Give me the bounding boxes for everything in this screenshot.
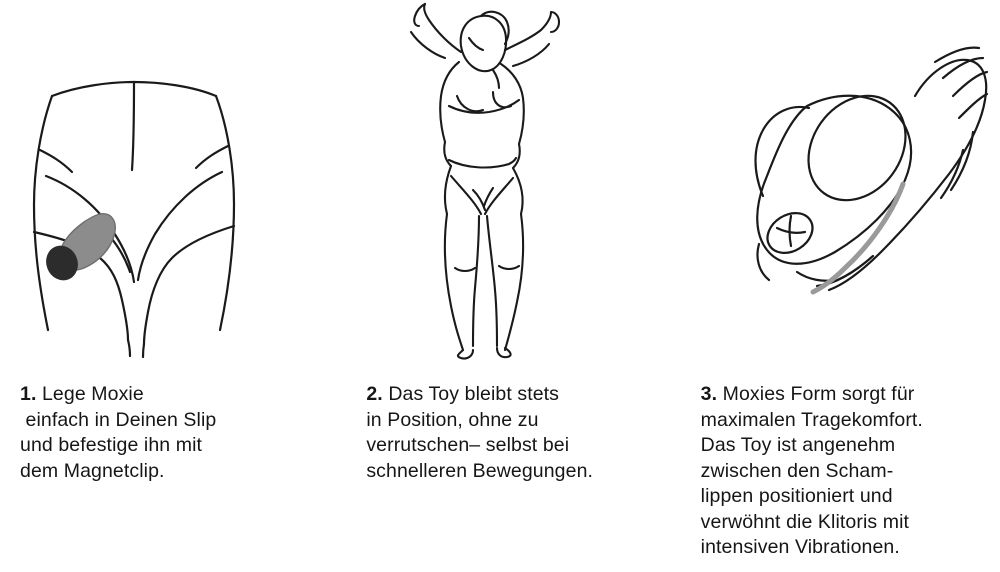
woman-hips-panty-with-toy-illustration <box>0 0 333 360</box>
moxie-toy-shape <box>42 214 116 285</box>
step-3-line-1: Moxies Form sorgt für <box>717 383 915 405</box>
step-2-number: 2. <box>366 383 383 405</box>
step-1-line-1: Lege Moxie <box>36 383 144 405</box>
step-3-line-7: intensiven Vibrationen. <box>700 536 900 558</box>
step-3-caption <box>667 360 1000 561</box>
toy-between-labia-closeup-illustration <box>667 0 1000 360</box>
step-1 <box>0 0 333 572</box>
step-1-line-4: dem Magnetclip. <box>20 459 165 482</box>
step-2-line-4: schnelleren Bewegungen. <box>366 459 594 482</box>
step-3 <box>667 0 1000 572</box>
step-3-line-4: zwischen den Scham- <box>700 459 894 482</box>
standing-woman-dancing-illustration <box>333 0 666 360</box>
step-3-number: 3. <box>700 383 718 405</box>
step-2 <box>333 0 666 572</box>
step-1-figure <box>0 0 333 360</box>
step-3-figure <box>667 0 1000 360</box>
step-3-line-2: maximalen Tragekomfort. <box>700 408 923 431</box>
step-1-line-3: und befestige ihn mit <box>20 434 203 456</box>
step-2-line-1: Das Toy bleibt stets <box>382 383 560 405</box>
step-1-number: 1. <box>20 383 37 405</box>
step-2-line-2: in Position, ohne zu <box>366 408 539 431</box>
step-2-figure <box>333 0 666 360</box>
step-1-caption <box>0 360 333 484</box>
step-1-line-2: einfach in Deinen Slip <box>20 408 217 431</box>
step-3-line-6: verwöhnt die Klitoris mit <box>700 510 910 533</box>
step-2-line-3: verrutschen– selbst bei <box>366 434 570 456</box>
step-3-line-3: Das Toy ist angenehm <box>700 434 896 456</box>
step-3-line-5: lippen positioniert und <box>700 485 893 507</box>
step-2-caption <box>333 360 666 484</box>
toy-shadow-accent <box>813 184 903 292</box>
